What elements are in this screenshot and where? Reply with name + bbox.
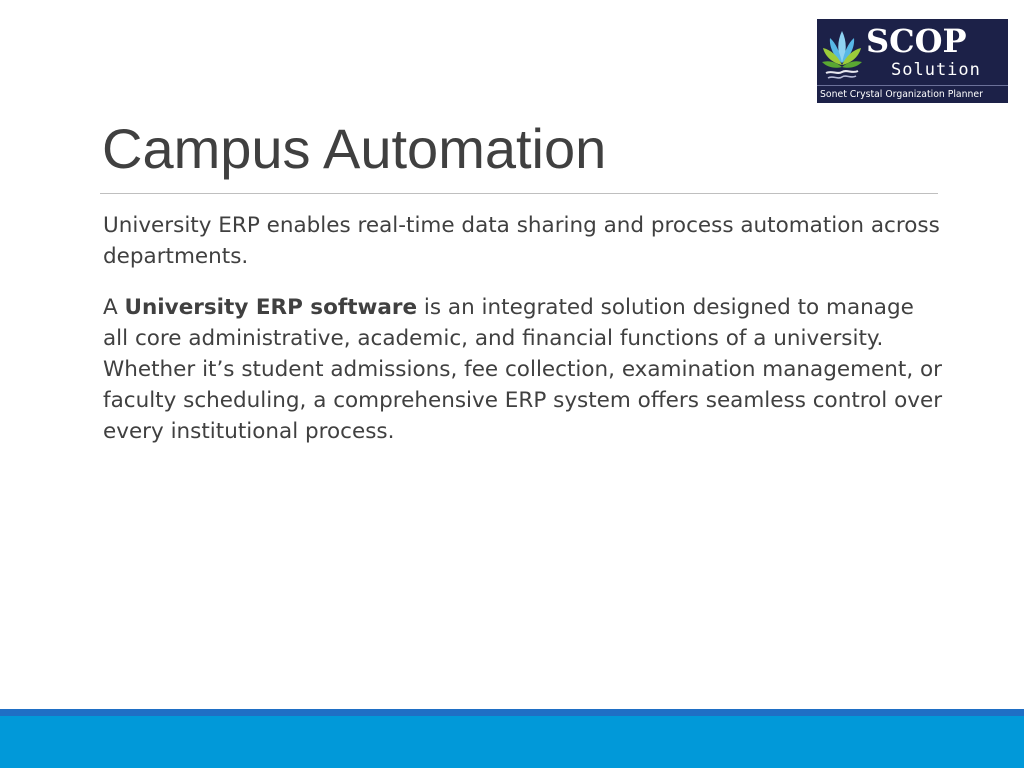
intro-paragraph: University ERP enables real-time data sharing and process automation across departments. (103, 213, 940, 269)
detail-bold-term: University ERP software (124, 295, 418, 320)
logo-tagline: Sonet Crystal Organization Planner (817, 85, 1008, 103)
logo-sub-text: Solution (891, 60, 981, 80)
detail-rest: is an integrated solution designed to manage all core administrative, academic, and financial functions of a university. Whether it’s student admissions, fee collection, examination management, or faculty scheduling, a comprehensive ERP system offers seamless control over every institutional process. (103, 295, 943, 444)
footer-accent-line (0, 709, 1024, 716)
lotus-icon (820, 25, 864, 83)
slide-body (103, 210, 943, 467)
title-divider (100, 193, 938, 194)
detail-paragraph (103, 292, 943, 447)
detail-lead: A (103, 295, 125, 320)
logo-brand-text: SCOP (866, 22, 967, 60)
company-logo (817, 19, 1008, 103)
footer-band (0, 716, 1024, 768)
slide-title: Campus Automation (102, 117, 607, 180)
